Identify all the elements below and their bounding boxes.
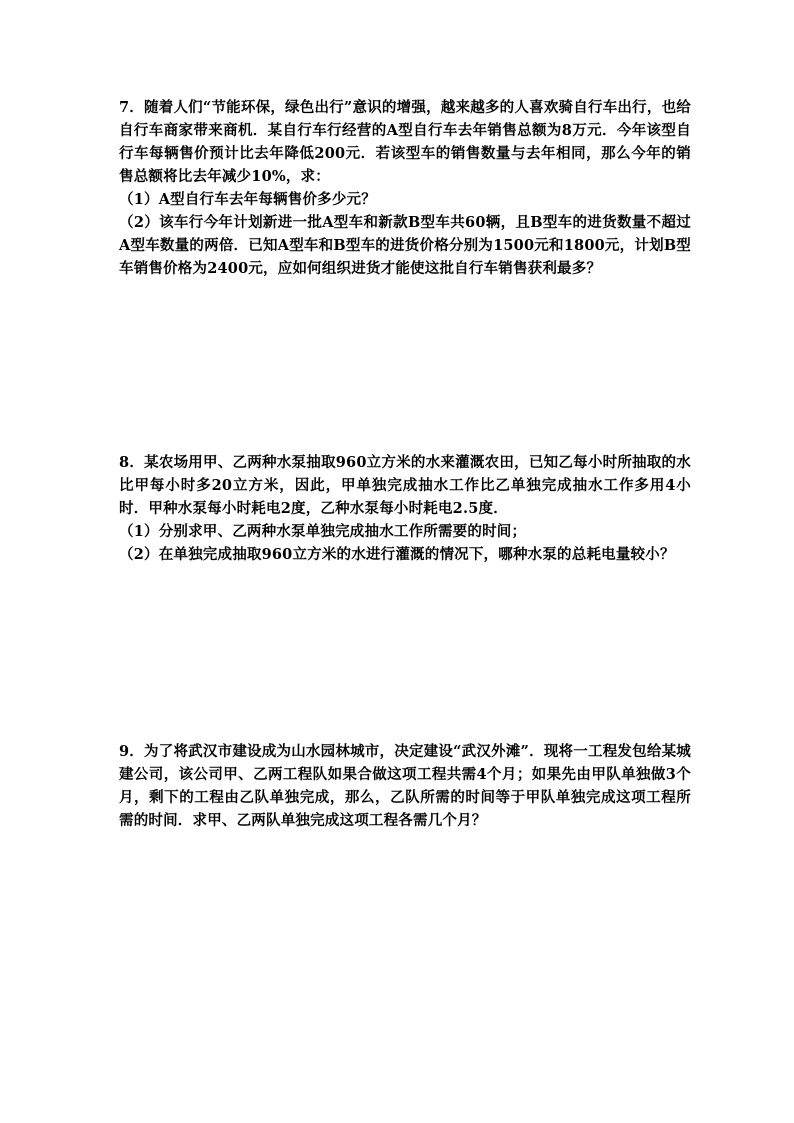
- problem-8-part-2: （2）在单独完成抽取960立方米的水进行灌溉的情况下，哪种水泵的总耗电量较小？: [119, 546, 675, 563]
- problem-9-stem: 9．为了将武汉市建设成为山水园林城市，决定建设“武汉外滩”．现将一工程发包给某城建公司，该公司甲、乙两工程队如果合做这项工程共需4个月；如果先由甲队单独做3个月，剩下的工程由乙队单独完成，那么，乙队所需的时间等于甲队单独完成这项工程所需的时间．求甲、乙两队单独完成这项工程各需几个月？: [119, 743, 691, 829]
- problem-8-part-1: （1）分别求甲、乙两种水泵单独完成抽水工作所需要的时间；: [119, 523, 527, 540]
- problem-8: [119, 451, 691, 566]
- problem-7-stem: 7．随着人们“节能环保，绿色出行”意识的增强，越来越多的人喜欢骑自行车出行，也给自行车商家带来商机．某自行车行经营的A型自行车去年销售总额为8万元．今年该型自行车每辆售价预计比去年降低200元．若该型车的销售数量与去年相同，那么今年的销售总额将比去年减少10%，求：: [119, 99, 691, 185]
- problem-9: [119, 740, 691, 832]
- problem-7-part-1: （1）A型自行车去年每辆售价多少元？: [119, 191, 376, 208]
- problem-7: [119, 96, 691, 280]
- problem-8-stem: 8．某农场用甲、乙两种水泵抽取960立方米的水来灌溉农田，已知乙每小时所抽取的水比甲每小时多20立方米，因此，甲单独完成抽水工作比乙单独完成抽水工作多用4小时．甲种水泵每小时耗电2度，乙种水泵每小时耗电2.5度．: [119, 454, 691, 517]
- problem-7-part-2: （2）该车行今年计划新进一批A型车和新款B型车共60辆，且B型车的进货数量不超过A型车数量的两倍．已知A型车和B型车的进货价格分别为1500元和1800元，计划B型车销售价格为2400元，应如何组织进货才能使这批自行车销售获利最多？: [119, 214, 691, 277]
